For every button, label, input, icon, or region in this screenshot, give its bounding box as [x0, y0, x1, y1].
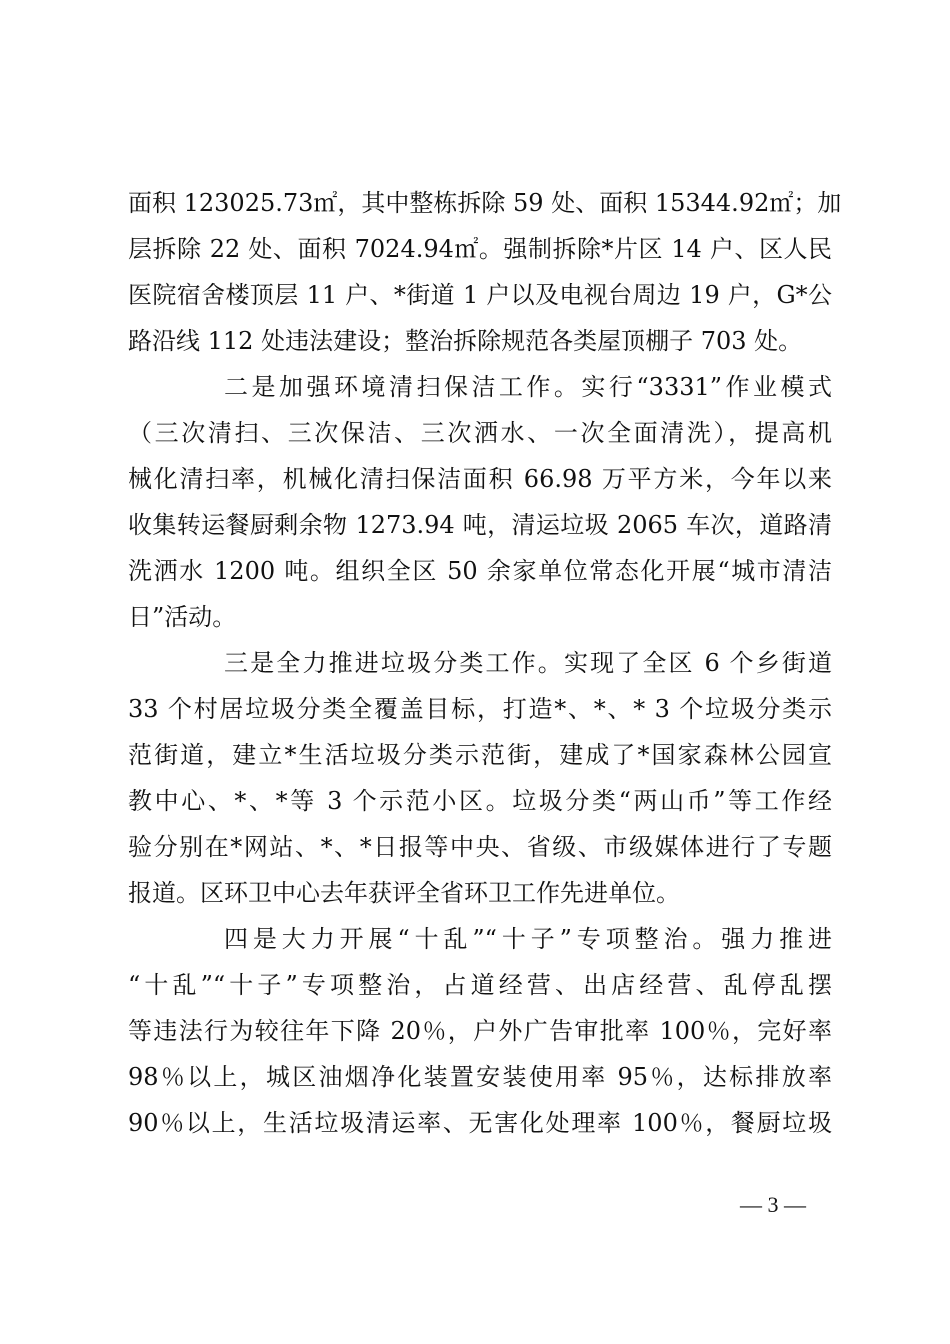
text-line: 日”活动。	[128, 603, 237, 631]
text-line: 路沿线 112 处违法建设；整治拆除规范各类屋顶棚子 703 处。	[128, 327, 803, 355]
text-line: 械化清扫率，机械化清扫保洁面积 66.98 万平方米，今年以来	[128, 465, 832, 493]
text-line: 洗洒水 1200 吨。组织全区 50 余家单位常态化开展“城市清洁	[128, 557, 832, 585]
text-line: 医院宿舍楼顶层 11 户、*街道 1 户以及电视台周边 19 户，G*公	[128, 281, 832, 309]
text-line: 报道。区环卫中心去年获评全省环卫工作先进单位。	[128, 879, 680, 907]
text-line: 面积 123025.73㎡，其中整栋拆除 59 处、面积 15344.92㎡；加	[128, 189, 842, 217]
body-text	[128, 180, 842, 1146]
text-line: 等违法行为较往年下降 20％，户外广告审批率 100％，完好率	[128, 1017, 832, 1045]
text-line: 验分别在*网站、*、*日报等中央、省级、市级媒体进行了专题	[128, 833, 832, 861]
text-line: 层拆除 22 处、面积 7024.94㎡。强制拆除*片区 14 户、区人民	[128, 235, 832, 263]
text-line: 范街道，建立*生活垃圾分类示范街，建成了*国家森林公园宣	[128, 741, 832, 769]
text-line: 98％以上，城区油烟净化装置安装使用率 95％，达标排放率	[128, 1063, 832, 1091]
text-line: 收集转运餐厨剩余物 1273.94 吨，清运垃圾 2065 车次，道路清	[128, 511, 832, 539]
paragraph-heading-line: 四是大力开展“十乱”“十子”专项整治。强力推进	[224, 925, 832, 953]
text-line: 90％以上，生活垃圾清运率、无害化处理率 100％，餐厨垃圾	[128, 1109, 832, 1137]
paragraph-heading-line: 二是加强环境清扫保洁工作。实行“3331”作业模式	[224, 373, 832, 401]
paragraph-heading-line: 三是全力推进垃圾分类工作。实现了全区 6 个乡街道	[224, 649, 832, 677]
text-line: （三次清扫、三次保洁、三次洒水、一次全面清洗），提高机	[128, 419, 832, 447]
text-line: 教中心、*、*等 3 个示范小区。垃圾分类“两山币”等工作经	[128, 787, 832, 815]
text-line: 33 个村居垃圾分类全覆盖目标，打造*、*、* 3 个垃圾分类示	[128, 695, 832, 723]
text-line: “十乱”“十子”专项整治，占道经营、出店经营、乱停乱摆	[128, 971, 832, 999]
page-number: — 3 —	[740, 1192, 806, 1217]
